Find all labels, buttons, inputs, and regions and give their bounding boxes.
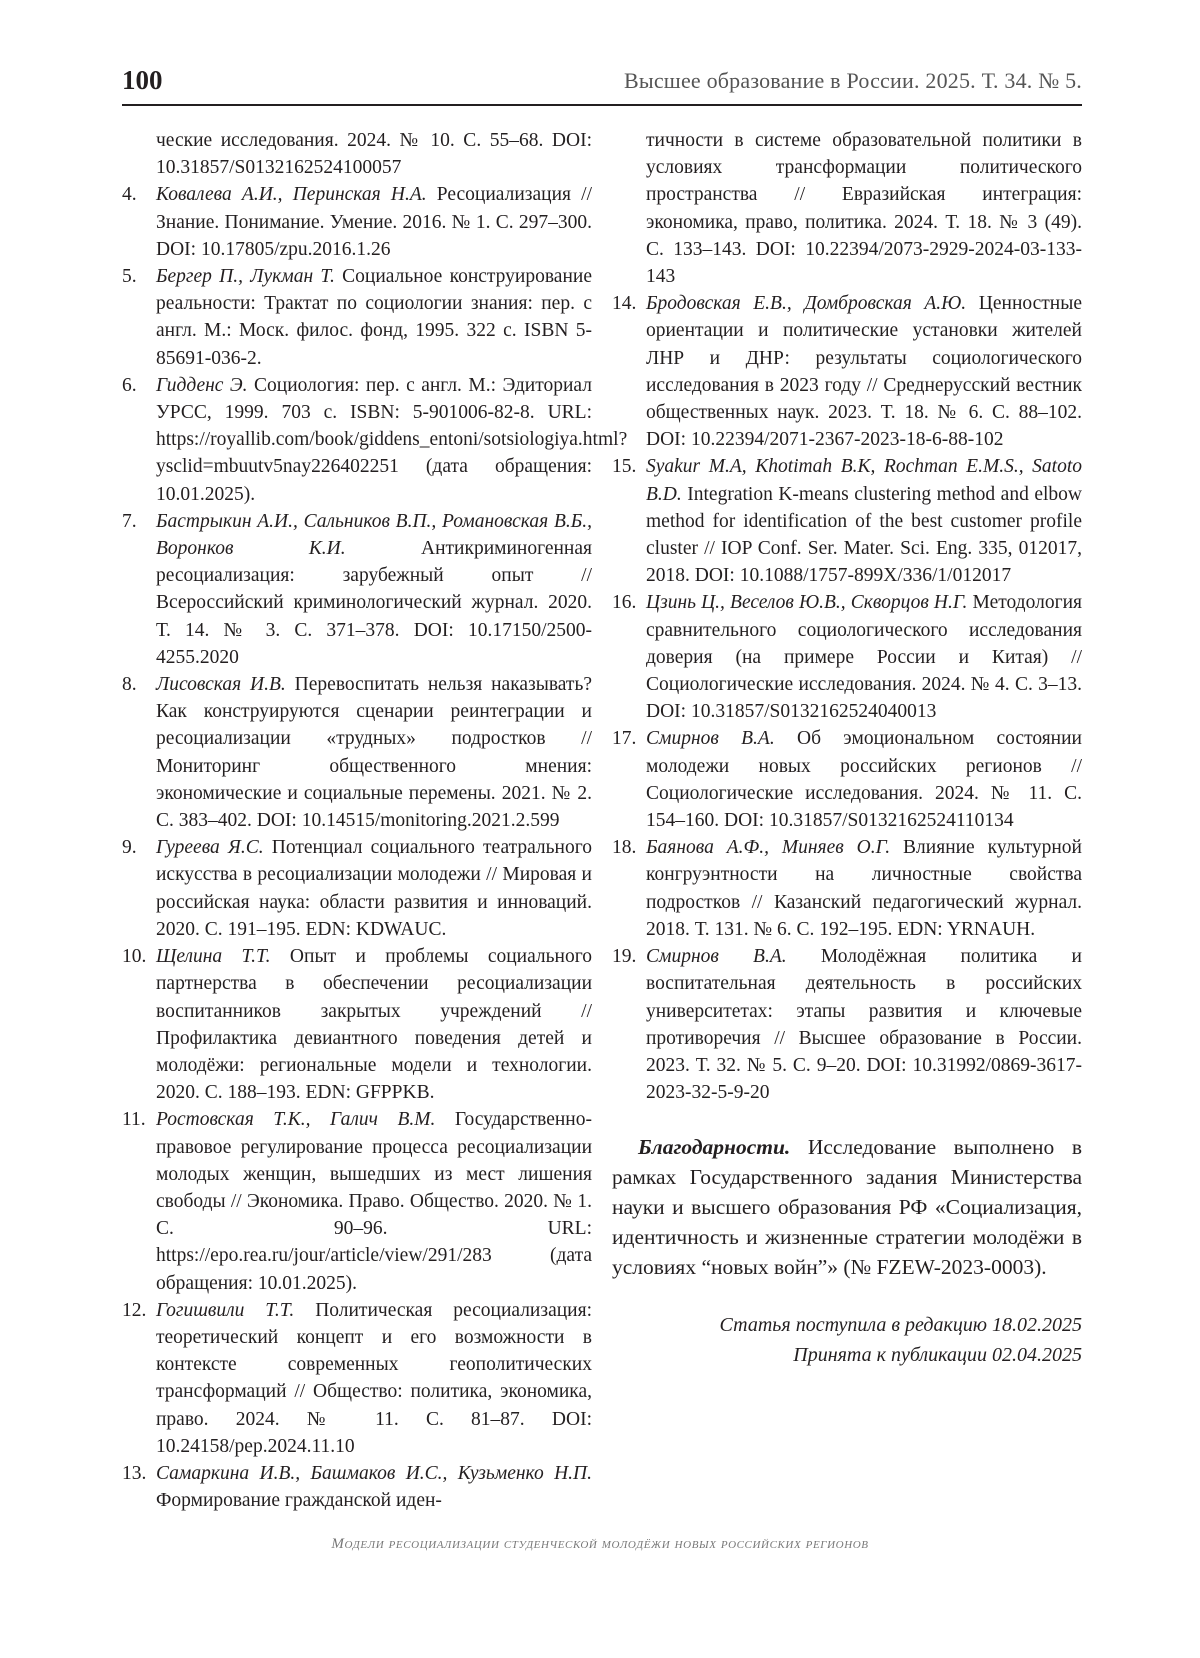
reference-list-right [612, 127, 1082, 1106]
reference-number: 6. [122, 374, 137, 396]
reference-text: Социальное конструирование реальности: Трактат по социологии знания: пер. с англ. М.: Моск. филос. фонд, 1995. 322 с. ISBN 5-85691-036-2. [156, 266, 592, 369]
reference-authors: Гуреева Я.С. [156, 837, 264, 859]
accepted-date: Принята к публикации 02.04.2025 [793, 1344, 1082, 1367]
reference-number: 11. [122, 1109, 146, 1131]
reference-number: 18. [612, 837, 637, 859]
reference-item [612, 725, 1082, 834]
page-number: 100 [122, 65, 163, 95]
reference-number: 16. [612, 592, 637, 614]
reference-text: Методология сравнительного социологического исследования доверия (на примере России и Китая) // Социологические исследования. 2024. № 4. С. 3–13. DOI: 10.31857/S013216252404001​3 [646, 592, 1082, 723]
reference-authors: Лисовская И.В. [156, 674, 286, 696]
reference-text: Потенциал социального театрального искусства в ресоциализации молодежи // Мировая и российская наука: области развития и инноваций. 2020. С. 191–195. EDN: KDWAUC. [156, 837, 593, 940]
acknowledgement [612, 1132, 1082, 1282]
reference-item [122, 671, 592, 834]
running-footer: Модели ресоциализации студенческой молодёжи новых российских регионов [331, 1536, 869, 1552]
right-column [612, 127, 1082, 1370]
page-header [122, 64, 1082, 106]
reference-authors: Щелина Т.Т. [156, 946, 271, 968]
reference-number: 10. [122, 946, 147, 968]
reference-continuation: тичности в системе образовательной политики в условиях трансформации политического пространства // Евразийская интеграция: экономика, право, политика. 2024. Т. 18. № 3 (49). С. 133–143. DOI: 10.22394/2073-2929-2024-03-133-143 [646, 130, 1082, 288]
reference-number: 14. [612, 293, 637, 315]
left-column [122, 127, 628, 1514]
acknowledgement-text: Исследование выполнено в рамках Государственного задания Министерства науки и высшего образования РФ «Социализация, идентичность и жизненные стратегии молодёжи в условиях “новых войн”» (№ FZEW-2023-0003). [612, 1135, 1082, 1280]
reference-item [122, 943, 592, 1106]
reference-text: Формирование гражданской иден- [156, 1490, 442, 1512]
acknowledgement-heading: Благодарности. [638, 1135, 791, 1160]
reference-text: Integration K-means clustering method and elbow method for identification of the best customer profile cluster // IOP Conf. Ser. Mater. Sci. Eng. 335, 012017, 2018. DOI: 10.1088/1757-899X/336/1/012017 [646, 483, 1082, 587]
reference-item [612, 943, 1082, 1106]
reference-number: 9. [122, 837, 137, 859]
reference-number: 7. [122, 510, 137, 532]
reference-authors: Бродовская Е.В., Домбровская А.Ю. [646, 293, 967, 315]
reference-item [612, 290, 1082, 453]
reference-item [612, 453, 1082, 589]
reference-item [612, 834, 1082, 943]
reference-authors: Гидденс Э. [156, 374, 248, 396]
reference-authors: Баянова А.Ф., Миняев О.Г. [646, 837, 891, 859]
reference-number: 5. [122, 266, 137, 288]
reference-item [122, 1297, 592, 1460]
reference-authors: Syakur M.A, Khotimah B.K, Rochman E.M.S., Satoto B.D. [646, 456, 1082, 505]
reference-authors: Смирнов В.А. [646, 728, 775, 750]
reference-authors: Бастрыкин А.И., Сальников В.П., Романовская В.Б., Воронков К.И. [156, 510, 592, 560]
reference-text: Опыт и проблемы социального партнерства в обеспечении ресоциализации воспитанников закрытых учреждений // Профилактика девиантного поведения детей и молодёжи: региональные модели и технологии. 2020. С. 188–193. EDN: GFPPKB. [156, 946, 592, 1104]
reference-authors: Самаркина И.В., Башмаков И.С., Кузьменко Н.П. [156, 1462, 592, 1484]
reference-authors: Ковалева А.И., Перинская Н.А. [156, 184, 427, 206]
reference-number: 8. [122, 674, 137, 696]
reference-authors: Гогишвили Т.Т. [156, 1299, 295, 1321]
reference-item [122, 1106, 592, 1296]
reference-text: Ценностные ориентации и политические установки жителей ЛНР и ДНР: результаты социологического исследования в 2023 году // Среднерусский вестник общественных наук. 2023. Т. 18. № 6. С. 88–102. DOI: 10.22394/2071-2367-2023-18-6-88-102 [646, 293, 1082, 451]
reference-text: Антикриминогенная ресоциализация: зарубежный опыт // Всероссийский криминологический журнал. 2020. Т. 14. № 3. С. 371–378. DOI: 10.17150/2500-4255.2020 [156, 538, 592, 668]
article-dates [612, 1310, 1082, 1370]
reference-list-left [122, 127, 628, 1514]
reference-item [122, 181, 592, 263]
reference-text: Государственно-правовое регулирование процесса ресоциализации молодых женщин, вышедших из мест лишения свободы // Экономика. Право. Общество. 2020. № 1. С. 90–96. URL: https://epo.rea.ru/jour/article/view/291/283 (дата обращения: 10.01.2025). [156, 1109, 592, 1294]
running-title: Высшее образование в России. 2025. Т. 34. № 5. [623, 68, 1082, 93]
reference-text: Перевоспитать нельзя наказывать? Как конструируются сценарии реинтеграции и ресоциализации «трудных» подростков // Мониторинг общественного мнения: экономические и социальные перемены. 2021. № 2. С. 383–402. DOI: 10.14515/monitoring.2021.2.599 [156, 674, 593, 832]
reference-number: 17. [612, 728, 637, 750]
reference-authors: Бергер П., Лукман Т. [156, 266, 335, 288]
reference-item [122, 834, 592, 943]
reference-text: Об эмоциональном состоянии молодежи новых российских регионов // Социологические исследования. 2024. № 11. С. 154–160. DOI: 10.31857/S013216252411013​4 [646, 728, 1082, 832]
reference-text: Ресоциализация // Знание. Понимание. Умение. 2016. № 1. С. 297–300. DOI: 10.17805/zpu.2016.1.26 [156, 184, 592, 260]
reference-authors: Ростовская Т.К., Галич В.М. [156, 1109, 436, 1131]
reference-text: Социология: пер. с англ. М.: Эдиториал УРСС, 1999. 703 с. ISBN: 5-901006-82-8. URL: https://royallib.com/book/giddens_entoni/sotsiologiya.html?ysclid=mbuutv5nay226402251 (дата обращения: 10.01.2025). [156, 374, 628, 505]
reference-authors: Смирнов В.А. [646, 946, 787, 968]
reference-item [122, 1460, 592, 1514]
reference-number: 4. [122, 184, 137, 206]
reference-authors: Цзинь Ц., Веселов Ю.В., Скворцов Н.Г. [646, 592, 968, 614]
reference-text: Влияние культурной конгруэнтности на личностные свойства подростков // Казанский педагогический журнал. 2018. Т. 131. № 6. С. 192–195. EDN: YRNAUH. [646, 837, 1082, 940]
reference-continuation: ческие исследования. 2024. № 10. С. 55–68. DOI: 10.31857/S013216252410005​7 [156, 130, 592, 179]
received-date: Статья поступила в редакцию 18.02.2025 [719, 1314, 1082, 1337]
reference-text: Политическая ресоциализация: теоретический концепт и его возможности в контексте современных геополитических трансформаций // Общество: политика, экономика, право. 2024. № 11. С. 81–87. DOI: 10.24158/pep.2024.11.10 [156, 1299, 592, 1457]
reference-item [612, 589, 1082, 725]
reference-item [122, 508, 592, 671]
reference-number: 12. [122, 1299, 147, 1321]
reference-number: 13. [122, 1462, 147, 1484]
reference-item [122, 263, 592, 372]
reference-number: 19. [612, 946, 637, 968]
reference-number: 15. [612, 456, 637, 478]
reference-text: Молодёжная политика и воспитательная деятельность в российских университетах: этапы развития и ключевые противоречия // Высшее образование в России. 2023. Т. 32. № 5. С. 9–20. DOI: 10.31992/0869-3617-2023-32-5-9-20 [646, 946, 1082, 1104]
